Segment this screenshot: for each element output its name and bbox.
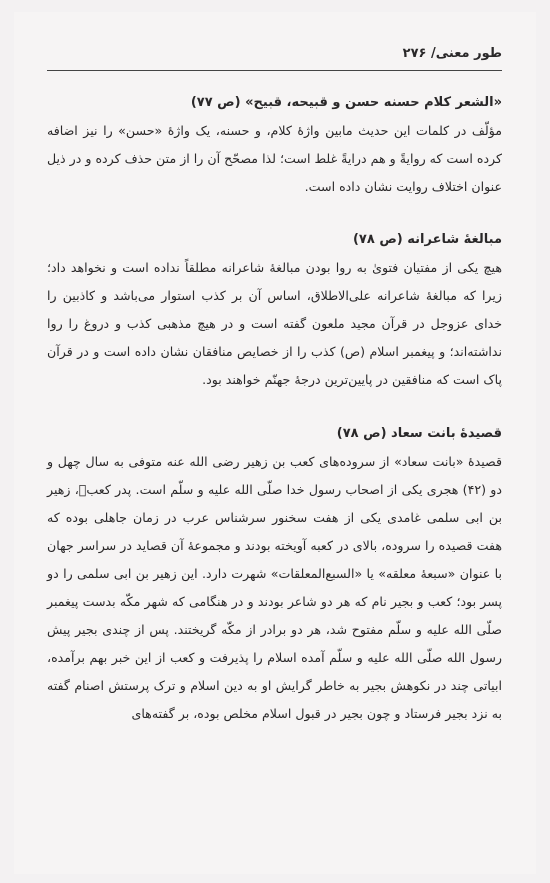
section-spacer [47, 201, 502, 226]
running-title: طور معنی/ ۲۷۶ [402, 46, 502, 61]
section-title: مبالغهٔ شاعرانه (ص ۷۸) [352, 232, 502, 247]
section-3 [47, 420, 502, 728]
section-2 [47, 226, 502, 394]
section-title: قصیدهٔ بانت سعاد (ص ۷۸) [336, 426, 502, 441]
section-spacer [47, 394, 502, 420]
section-title: «الشعر کلام حسنه حسن و قبیحه، قبیح» (ص ۷۷) [190, 95, 502, 110]
section-1 [47, 89, 502, 201]
book-page [14, 12, 536, 874]
section-paragraph: هیچ یکی از مفتیان فتویٰ به روا بودن مبالغهٔ شاعرانه مطلقاً نداده است و نخواهد داد؛ زیرا که مبالغهٔ شاعرانه علی‌الاطلاق، اساس آن بر کذب استوار می‌باشد و کاذبین را خدای عزوجل در قرآن مجید ملعون گفته است و در هیچ مذهبی کذب و دروغ را روا نداشته‌اند؛ و پیغمبر اسلام (ص) کذب را از خصایص منافقان نشان داده است و در قرآن پاک است که منافقین در پایین‌ترین درجهٔ جهنّم خواهند بود. [47, 260, 502, 387]
section-paragraph: مؤلّف در کلمات این حدیث مابین واژهٔ کلام، و حسنه، یک واژهٔ «حسن» را نیز اضافه کرده است که روایةً و هم درایةً غلط است؛ لذا مصحّح آن را از متن حذف کرده و در ذیل عنوان اختلاف روایت نشان داده است. [47, 123, 502, 194]
running-header [47, 46, 502, 71]
section-paragraph: قصیدهٔ «بانت سعاد» از سروده‌های کعب بن زهیر رضی الله عنه متوفی به سال چهل و دو (۴۲) هجری یکی از اصحاب رسول خدا صلّی الله علیه و سلّم است. پدر کعبؓ، زهیر بن ابی سلمی غامدی یکی از هفت سخنور سرشناس عرب در زمان جاهلی بوده که هفت قصیده را سروده، بالای در کعبه آویخته بودند و مجموعهٔ آن قصاید در سراسر جهان با عنوان «سبعهٔ معلقه» یا «السبع‌المعلقات» شهرت دارد. این زهیر بن ابی سلمی را دو پسر بود؛ کعب و بجیر نام که هر دو شاعر بودند و در هنگامی که شهر مکّه بدست پیغمبر صلّی الله علیه و سلّم مفتوح شد، هر دو برادر از مکّه گریختند. پس از چندی بجیر پیش رسول الله صلّی الله علیه و سلّم آمده اسلام را پذیرفت و کعب از این خبر بهم برآمده، ابیاتی چند در نکوهش بجیر به خاطر گرایش او به دین اسلام و ترک پرستش اصنام گفته به نزد بجیر فرستاد و چون بجیر در قبول اسلام مخلص بوده، بر گفته‌های [47, 454, 502, 721]
